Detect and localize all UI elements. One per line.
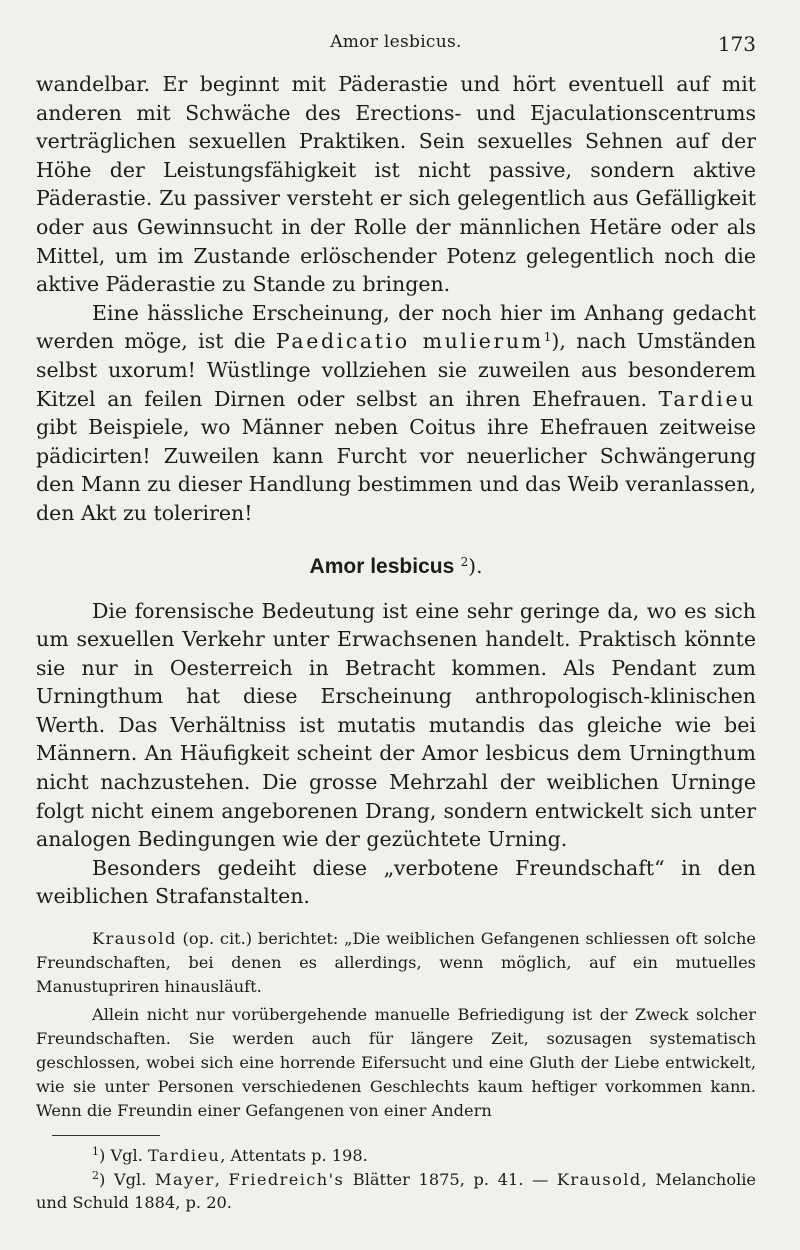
footnote-text: , Attentats p. 198. [220,1146,368,1166]
section-title: Amor lesbicus [309,554,455,578]
author-name: Tardieu [658,386,756,411]
footnote-divider [52,1135,160,1136]
paragraph-paedicatio [36,299,756,528]
paragraph-text: Eine hässliche Erscheinung, der noch hier im Anhang gedacht werden möge, ist die [36,300,756,354]
page-number: 173 [717,32,756,56]
page-header [36,26,756,60]
quotation-block [36,927,756,1123]
footnote-text: , [214,1169,229,1189]
footnote-2 [36,1168,756,1215]
footnote-ref-1: 1 [543,330,552,345]
quotation-paragraph: Allein nicht nur vorübergehende manuelle Befriedigung ist der Zweck solcher Freundschaften. Sie werden auch für längere Zeit, sozusagen systematisch geschlossen, wobei sich eine horrende Eifersucht und eine Gluth der Liebe entwickelt, wie sie unter Personen verschiedenen Geschlechts kaum heftiger vorkommen kann. Wenn die Freundin einer Gefangenen von einer Andern [36,1005,756,1121]
paragraph-text: ), nach Umständen selbst uxorum! Wüstlinge vollziehen sie zuweilen aus besonderem Kitzel an feilen Dirnen oder selbst an ihren Ehefrauen. [36,329,757,411]
footnote-text: Blätter 1875, p. 41. — [344,1169,557,1189]
heading-close: ). [468,553,483,578]
paragraph-continuation: wandelbar. Er beginnt mit Päderastie und hört eventuell auf mit anderen mit Schwäche des Erections- und Ejaculationscentrums verträglichen sexuellen Praktiken. Sein sexuelles Sehnen auf der Höhe der Leistungsfähigkeit ist nicht passive, sondern aktive Päderastie. Zu passiver versteht er sich gelegentlich aus Gefälligkeit oder aus Gewinnsucht in der Rolle der männlichen Hetäre oder als Mittel, um im Zustande erlöschender Potenz gelegentlich noch die aktive Päderastie zu Stande zu bringen. [36,72,756,297]
footnote-1 [36,1144,756,1168]
author-name: Krausold [556,1169,642,1189]
page-body [36,70,756,1215]
section-heading [36,554,756,579]
author-name: Tardieu [147,1146,221,1166]
footnote-number: 2 [92,1168,99,1182]
journal-name: Friedreich's [228,1169,345,1189]
footnote-text: ) Vgl. [99,1146,148,1166]
footnote-text: ) Vgl. [99,1169,155,1189]
author-name: Mayer [155,1169,215,1189]
emphasis-term: Paedicatio mulierum [275,329,544,354]
running-title: Amor lesbicus. [330,32,462,52]
author-name: Krausold [92,929,177,949]
footnotes [36,1144,756,1215]
quotation-paragraph [36,927,756,999]
paragraph-forensic: Die forensische Bedeutung ist eine sehr geringe da, wo es sich um sexuellen Verkehr unter Erwachsenen handelt. Praktisch könnte sie nur in Oesterreich in Betracht kommen. Als Pendant zum Urningthum hat diese Erscheinung anthropologisch-klinischen Werth. Das Verhältniss ist mutatis mutandis das gleiche wie bei Männern. An Häufigkeit scheint der Amor lesbicus dem Urningthum nicht nachzustehen. Die grosse Mehrzahl der weiblichen Urninge folgt nicht einem angeborenen Drang, sondern entwickelt sich unter analogen Bedingungen wie der gezüchtete Urning. [36,598,756,852]
footnote-ref-2: 2 [460,554,469,569]
paragraph-text: gibt Beispiele, wo Männer neben Coitus ihre Ehefrauen zeitweise pädicirten! Zuweilen kann Furcht vor neuerlicher Schwängerung den Mann zu dieser Handlung bestimmen und das Weib veranlassen, den Akt zu toleriren! [36,415,756,525]
paragraph-prisons: Besonders gedeiht diese „verbotene Freundschaft“ in den weiblichen Strafanstalten. [36,855,756,909]
quotation-text: (op. cit.) berichtet: „Die weiblichen Gefangenen schliessen oft solche Freundschaften, bei denen es allerdings, wenn möglich, auf ein mutuelles Manustupriren hinausläuft. [36,929,756,997]
footnote-text: , Melancholie und Schuld 1884, p. 20. [36,1169,757,1213]
main-text [36,70,756,911]
footnote-number: 1 [92,1145,99,1159]
